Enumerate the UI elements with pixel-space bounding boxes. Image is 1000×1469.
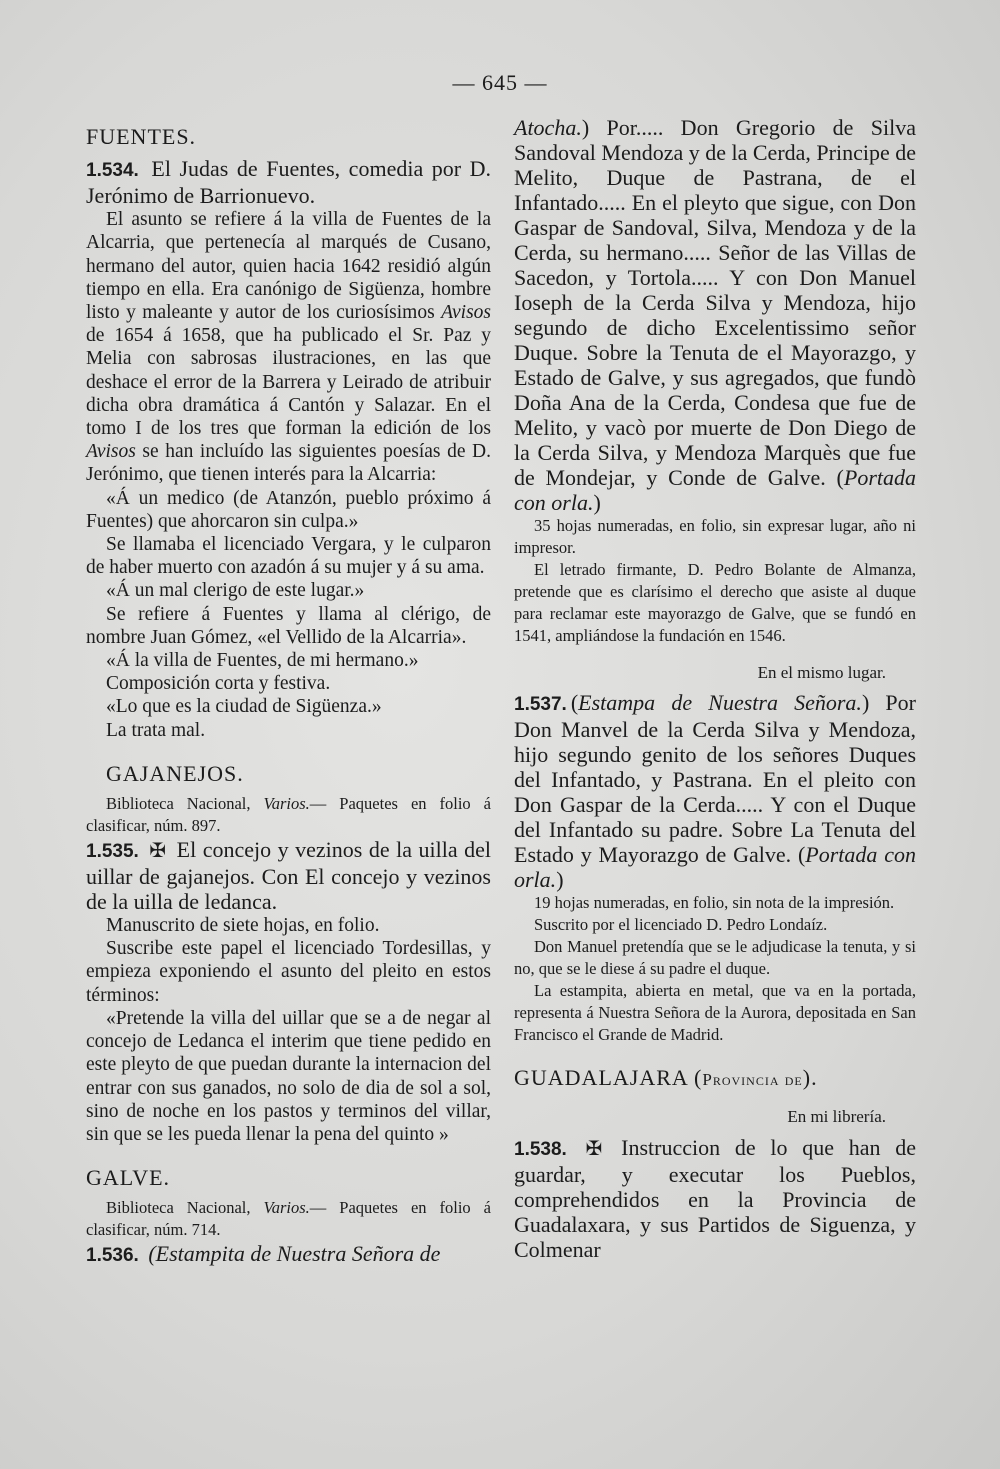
page-number: — 645 — xyxy=(452,70,548,95)
entry-1536 xyxy=(86,1241,491,1268)
entry-number: 1.534. xyxy=(86,160,139,182)
entry-1535 xyxy=(86,837,491,914)
paragraph: 35 hojas numeradas, en folio, sin expresar lugar, año ni impresor. xyxy=(514,516,916,557)
italic-text: Portada con orla. xyxy=(514,842,916,893)
text: Biblioteca Nacional, xyxy=(106,794,264,814)
left-column xyxy=(86,115,491,1268)
text: ) Por Don Manvel de la Cerda Silva y Mendoza, hijo segundo genito de los señores Duques del Infantado, y Pastrana. En el pleito con Don Gaspar de la Cerda..... Y con el Duque del Infantado su padre. Sobre La Tenuta del Estado y Mayorazgo de Galve. ( xyxy=(514,690,916,868)
poem-note: Composición corta y festiva. xyxy=(106,673,331,695)
entry-number: 1.536. xyxy=(86,1245,139,1267)
text: — Paquetes en folio á clasificar, núm. 897. xyxy=(86,794,491,836)
entry-1534 xyxy=(86,156,491,208)
italic-text: Atocha. xyxy=(514,115,582,140)
section-heading-fuentes: FUENTES. xyxy=(86,124,197,149)
location-line: En el mismo lugar. xyxy=(757,663,886,682)
text: ( xyxy=(570,690,579,716)
text: ) xyxy=(556,867,564,893)
italic-text: Portada con orla. xyxy=(514,465,916,515)
small-caps-text: Provincia de xyxy=(702,1070,803,1090)
entry-title: El Judas de Fuentes, comedia por D. Jerónimo de Barrionuevo. xyxy=(86,156,492,209)
text: de 1654 á 1658, que ha publicado el Sr. Paz y Melia con sabrosas ilustraciones, en las que deshace el error de la Barrera y Leirado de atribuir dicha obra dramática á Cantón y Salazar. En el tomo I de los tres que forman la edición de los xyxy=(86,325,491,440)
text: se han incluído las siguientes poesías de D. Jerónimo, que tienen interés para la Alcarria: xyxy=(86,441,491,486)
paragraph: 19 hojas numeradas, en folio, sin nota de la impresión. xyxy=(534,893,895,913)
paragraph: La estampita, abierta en metal, que va en la portada, representa á Nuestra Señora de la Aurora, depositada en San Francisco el Grande de Madrid. xyxy=(514,981,916,1045)
location-note xyxy=(86,1197,491,1241)
poem-title: «Á un medico (de Atanzón, pueblo próximo á Fuentes) que ahorcaron sin culpa.» xyxy=(86,487,491,532)
italic-text: Varios. xyxy=(263,794,310,814)
entry-1536-continued xyxy=(514,115,916,515)
section-heading-gajanejos: GAJANEJOS. xyxy=(106,760,244,786)
poem-note: Se llamaba el licenciado Vergara, y le culparon de haber muerto con azadón á su mujer y á su ama. xyxy=(86,534,491,579)
right-column xyxy=(514,115,916,1262)
section-heading-guadalajara xyxy=(514,1066,916,1091)
entry-number: 1.538. xyxy=(514,1138,567,1160)
italic-text: Avisos xyxy=(86,441,136,463)
entry-title: Instruccion de lo que han de guardar, y executar los Pueblos, comprehendidos en la Provincia de Guadalaxara, y sus Partidos de Siguenza, y Colmenar xyxy=(514,1134,917,1262)
entry-title: (Estampita de Nuestra Señora de xyxy=(148,1241,441,1267)
paragraph: Suscribe este papel el licenciado Tordesillas, y empieza exponiendo el asunto del pleito en estos términos: xyxy=(86,938,491,1006)
poem-title: «Á un mal clerigo de este lugar.» xyxy=(106,580,365,602)
italic-text: Estampa de Nuestra Señora. xyxy=(578,690,862,716)
text: GUADALAJARA ( xyxy=(514,1065,703,1091)
text: ) Por..... Don Gregorio de Silva Sandoval Mendoza y de la Cerda, Principe de Melito, Duque de Pastrana, de el Infantado..... En el pleyto que sigue, con Don Gaspar de Sandoval, Silva, Mendoza y de la Cerda, su hermano..... Señor de las Villas de Sacedon, y Tortola..... Y con Don Manuel Ioseph de la Cerda Silva y Mendoza, hijo segundo de dicho Excelentissimo señor Duque. Sobre la Tenuta de el Mayorazgo, y Estado de Galve, y sus agregados, que fundò Doña Ana de la Cerda, Condesa que fue de Melito, y vacò por muerte de Don Diego de la Cerda Silva, y Mendoza Marquès que fue de Mondejar, y Conde de Galve. ( xyxy=(514,115,916,490)
section-heading-galve: GALVE. xyxy=(86,1165,171,1191)
poem-title: «Lo que es la ciudad de Sigüenza.» xyxy=(106,696,382,718)
cross-icon: ✠ xyxy=(149,838,167,863)
italic-text: Varios. xyxy=(263,1198,310,1218)
text: ) xyxy=(593,490,601,515)
paragraph: Manuscrito de siete hojas, en folio. xyxy=(106,915,380,937)
entry-1537 xyxy=(514,690,916,892)
text: — Paquetes en folio á clasificar, núm. 714. xyxy=(86,1198,491,1240)
paragraph xyxy=(86,208,491,486)
entry-number: 1.535. xyxy=(86,841,139,863)
entry-1538 xyxy=(514,1135,916,1262)
poem-note: Se refiere á Fuentes y llama al clérigo, de nombre Juan Gómez, «el Vellido de la Alcarria». xyxy=(86,603,491,648)
text: El asunto se refiere á la villa de Fuentes de la Alcarria, que pertenecía al marqués de Cusano, hermano del autor, quien hacia 1642 residió algún tiempo en ella. Era canónigo de Sigüenza, hombre listo y maleante y autor de los curiosísimos xyxy=(86,209,491,324)
italic-text: Avisos xyxy=(441,302,491,324)
cross-icon: ✠ xyxy=(585,1135,603,1160)
location-line: En mi librería. xyxy=(787,1107,886,1127)
poem-note: La trata mal. xyxy=(106,719,206,741)
poem-title: «Á la villa de Fuentes, de mi hermano.» xyxy=(106,650,419,672)
location-note xyxy=(86,793,491,837)
paragraph: El letrado firmante, D. Pedro Bolante de Almanza, pretende que es clarísimo el derecho que asiste al duque para reclamar este mayorazgo de Galve, que se fundó en 1541, ampliándose la fundación en 1546. xyxy=(514,560,916,645)
quoted-paragraph: «Pretende la villa del uillar que se a de negar al concejo de Ledanca el interim que tiene pedido en este pleyto de que puedan durante la internacion del entrar con sus ganados, no solo de dia de sol a sol, sino de noche en los pastos y terminos del villar, sin que se les pueda llenar la pena del quinto » xyxy=(86,1007,492,1145)
paragraph: Don Manuel pretendía que se le adjudicase la tenuta, y si no, que se le diese á su padre el duque. xyxy=(514,937,916,979)
text: Biblioteca Nacional, xyxy=(106,1198,264,1218)
paragraph: Suscrito por el licenciado D. Pedro Londaíz. xyxy=(534,915,828,935)
text: ). xyxy=(802,1065,818,1091)
entry-number: 1.537. xyxy=(514,694,567,716)
entry-title: El concejo y vezinos de la uilla del uillar de gajanejos. Con El concejo y vezinos de la uilla de ledanca. xyxy=(86,837,492,915)
